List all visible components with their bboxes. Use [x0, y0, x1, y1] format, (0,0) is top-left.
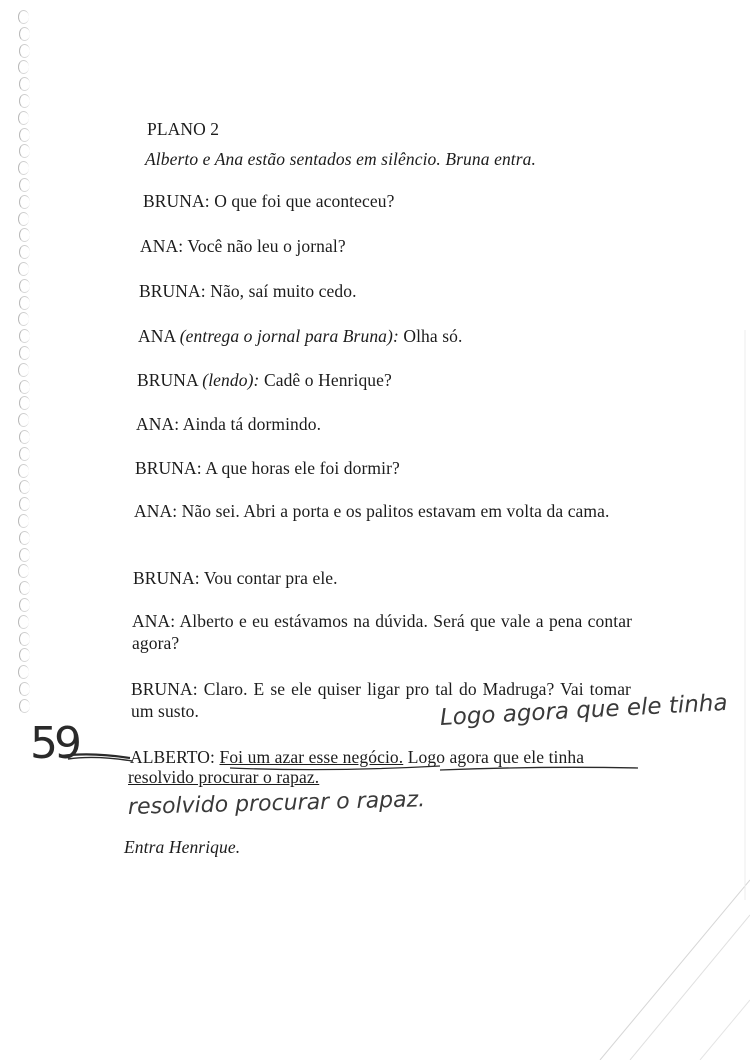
- speech-text: Vou contar pra ele.: [203, 568, 338, 588]
- dialogue-line: [135, 457, 400, 479]
- speech-text: A que horas ele foi dormir?: [205, 458, 400, 478]
- speaker-name: ANA: [138, 326, 176, 346]
- speaker-name: ANA:: [140, 236, 184, 256]
- dialogue-line: [134, 500, 634, 522]
- speaker-name: BRUNA:: [131, 679, 198, 699]
- dialogue-line: [140, 235, 346, 257]
- dialogue-line: [132, 610, 632, 654]
- speaker-name: ANA:: [132, 611, 176, 631]
- alberto-dialogue-continued: resolvido procurar o rapaz.: [128, 767, 320, 787]
- speech-text: Logo agora que ele tinha: [407, 747, 585, 767]
- speaker-name: BRUNA:: [133, 568, 200, 588]
- speaker-name: BRUNA: [137, 370, 198, 390]
- speech-text: Você não leu o jornal?: [187, 236, 346, 256]
- speech-text: O que foi que aconteceu?: [214, 191, 395, 211]
- speech-text: Ainda tá dormindo.: [182, 414, 322, 434]
- speech-text: Alberto e eu estávamos na dúvida. Será que vale a pena contar agora?: [132, 611, 633, 653]
- dialogue-line: [143, 190, 394, 212]
- speech-text: Olha só.: [403, 326, 463, 346]
- stage-direction: Alberto e Ana estão sentados em silêncio. Bruna entra.: [145, 149, 536, 169]
- speaker-name: BRUNA:: [139, 281, 206, 301]
- speech-text: Claro. E se ele quiser ligar pro tal do Madruga? Vai tomar um susto.: [131, 679, 631, 721]
- underlined-text: Foi um azar esse negócio.: [219, 747, 404, 767]
- speaker-name: ANA:: [134, 501, 178, 521]
- dialogue-line: [133, 567, 338, 589]
- stage-direction-inline: (lendo):: [202, 370, 260, 390]
- speaker-name: ANA:: [136, 414, 180, 434]
- closing-stage-direction: Entra Henrique.: [124, 837, 241, 857]
- speaker-name: ALBERTO:: [130, 747, 215, 767]
- speech-text: Cadê o Henrique?: [263, 370, 392, 390]
- handwritten-underlines: [120, 760, 650, 790]
- scene-heading: PLANO 2: [147, 119, 220, 139]
- speaker-name: BRUNA:: [143, 191, 210, 211]
- dialogue-line: [136, 413, 321, 435]
- dialogue-line: [139, 280, 357, 302]
- handwritten-note-bottom: resolvido procurar o rapaz.: [127, 787, 426, 820]
- dialogue-line: [138, 325, 463, 347]
- stage-direction-inline: (entrega o jornal para Bruna):: [179, 326, 399, 346]
- speaker-name: BRUNA:: [135, 458, 202, 478]
- speech-text: Não, saí muito cedo.: [210, 281, 357, 301]
- speech-text: Não sei. Abri a porta e os palitos estavam em volta da cama.: [181, 501, 610, 521]
- dialogue-line: [137, 369, 392, 391]
- margin-page-number: 59: [30, 718, 78, 769]
- handwritten-note-top: Logo agora que ele tinha: [439, 689, 729, 731]
